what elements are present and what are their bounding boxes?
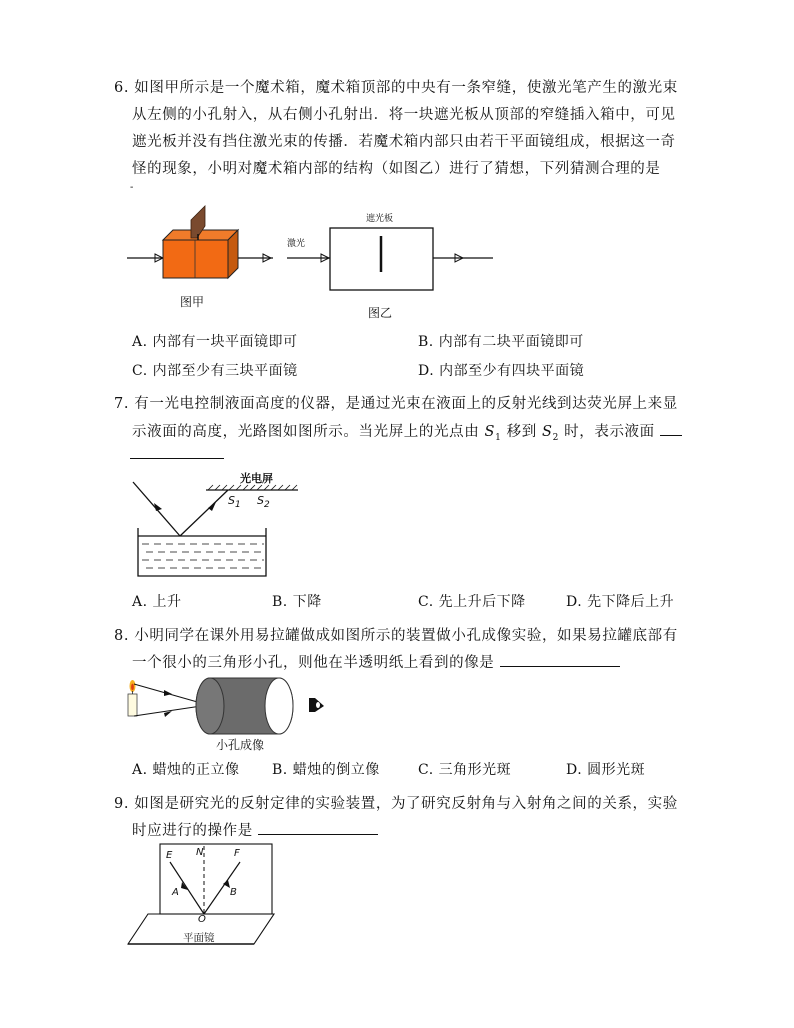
q9-line-2 [132, 819, 378, 840]
q8-figure-caption: 小孔成像 [216, 738, 265, 752]
q7-line-2-text-a: 示液面的高度，光路图如图所示。当光屏上的光点由 [132, 424, 480, 440]
q7-option-d: D. 先下降后上升 [566, 594, 675, 610]
q6-line-4: 怪的现象，小明对魔术箱内部的结构（如图乙）进行了猜想，下列猜测合理的是 [132, 161, 661, 177]
q7-fig-s2-sub: 2 [263, 500, 270, 511]
q6-line-2: 从左侧的小孔射入，从右侧小孔射出．将一块遮光板从顶部的窄缝插入箱中，可见 [132, 107, 676, 123]
q9-label-o: O [198, 914, 206, 925]
q9-label-a: A [172, 887, 179, 898]
q7-s1-sub: 1 [495, 432, 502, 443]
q7-answer-blank-b[interactable] [130, 444, 224, 459]
q6-laser-label: 激光 [287, 239, 306, 249]
q6-trailing-mark: - [130, 182, 134, 193]
q9-line-1: 9. 如图是研究光的反射定律的实验装置，为了研究反射角与入射角之间的关系，实验 [114, 796, 678, 812]
q8-line-2 [132, 651, 620, 672]
q7-s2-sub: 2 [552, 432, 559, 443]
q8-answer-blank[interactable] [500, 652, 620, 667]
q8-option-c: C. 三角形光斑 [418, 762, 512, 778]
q6-line-3: 遮光板并没有挡住激光束的传播．若魔术箱内部只由若干平面镜组成，根据这一奇 [132, 134, 676, 150]
q7-line-2-text-b: 时，表示液面 [564, 424, 655, 440]
q7-figure [128, 468, 308, 583]
q6-option-c: C. 内部至少有三块平面镜 [132, 363, 298, 379]
q7-option-c: C. 先上升后下降 [418, 594, 526, 610]
q9-label-f: F [234, 848, 240, 859]
q7-fig-s2-letter: S [257, 494, 264, 507]
q7-option-a: A. 上升 [132, 594, 182, 610]
q6-shield-label: 遮光板 [366, 214, 394, 224]
q6-figure-a-caption: 图甲 [180, 295, 205, 309]
q9-answer-blank[interactable] [258, 820, 378, 835]
q7-s1-label [228, 494, 241, 510]
q7-answer-blank-a[interactable] [660, 421, 682, 436]
q7-line-2 [132, 420, 682, 443]
q7-s2-letter: S [542, 424, 553, 440]
q9-label-e: E [166, 850, 173, 861]
q6-option-a: A. 内部有一块平面镜即可 [132, 334, 298, 350]
q6-figure-b [285, 220, 500, 300]
q9-line-2-text: 时应进行的操作是 [132, 823, 253, 839]
q8-option-a: A. 蜡烛的正立像 [132, 762, 240, 778]
q7-line-1: 7. 有一光电控制液面高度的仪器，是通过光束在液面上的反射光线到达荧光屏上来显 [114, 396, 678, 412]
q6-option-d: D. 内部至少有四块平面镜 [418, 363, 585, 379]
q8-line-1: 8. 小明同学在课外用易拉罐做成如图所示的装置做小孔成像实验，如果易拉罐底部有 [114, 628, 678, 644]
q6-line-1: 6. 如图甲所示是一个魔术箱，魔术箱顶部的中央有一条窄缝，使激光笔产生的激光束 [114, 80, 678, 96]
q8-line-2-text: 一个很小的三角形小孔，则他在半透明纸上看到的像是 [132, 655, 495, 671]
q9-label-b: B [230, 887, 237, 898]
q7-fig-s1-sub: 1 [234, 500, 241, 511]
q7-line-2-mid: 移到 [506, 424, 537, 440]
q6-option-b: B. 内部有二块平面镜即可 [418, 334, 584, 350]
q6-figure-a [125, 200, 285, 300]
q8-figure [124, 674, 334, 744]
q8-option-d: D. 圆形光斑 [566, 762, 646, 778]
q9-mirror-label: 平面镜 [183, 932, 215, 944]
q7-option-b: B. 下降 [272, 594, 322, 610]
q7-screen-label: 光电屏 [240, 472, 273, 485]
q7-s1-letter: S [484, 424, 496, 440]
q7-fig-s1-letter: S [228, 494, 235, 507]
q8-option-b: B. 蜡烛的倒立像 [272, 762, 380, 778]
q9-label-n: N [196, 847, 204, 858]
q7-s2-label [257, 494, 270, 510]
q6-figure-b-caption: 图乙 [368, 306, 393, 320]
